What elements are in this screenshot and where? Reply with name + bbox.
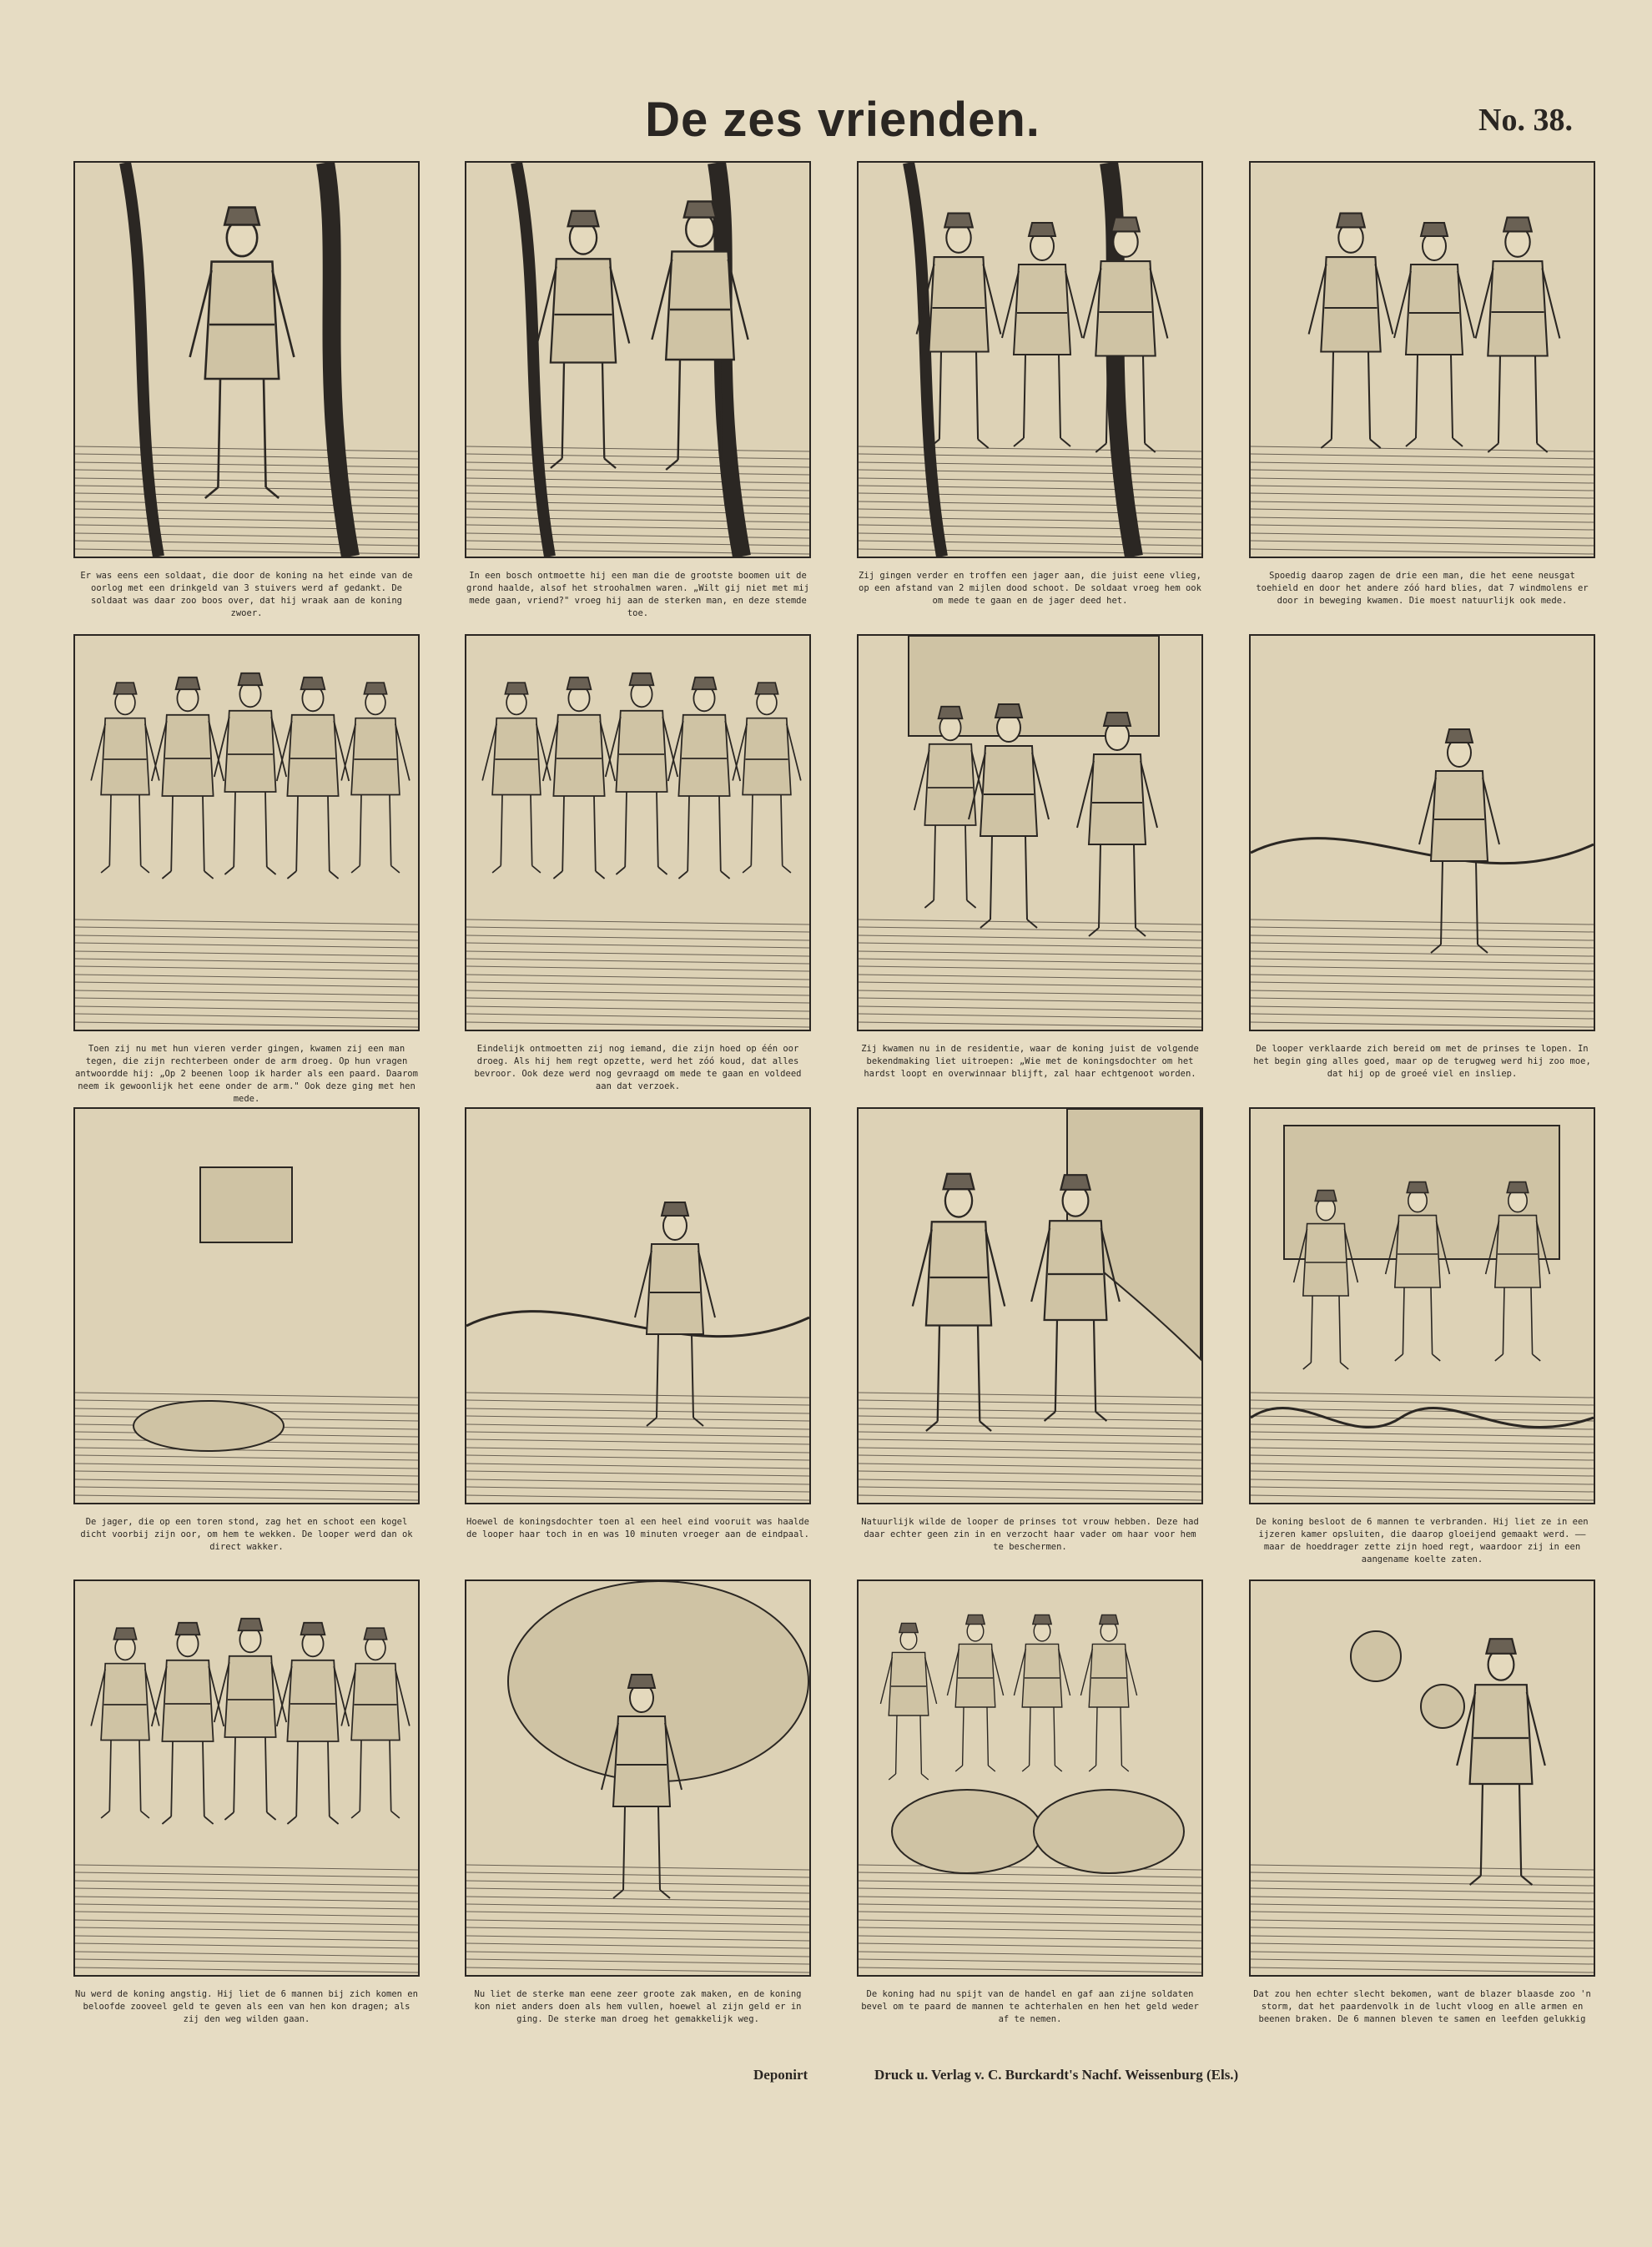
woodcut-illustration [73, 634, 420, 1031]
woodcut-illustration [857, 1579, 1203, 1977]
panel-caption: Natuurlijk wilde de looper de prinses tot vrouw hebben. Deze had daar echter geen zin in en verzocht haar vader om haar voor hem te beschermen. [861, 1517, 1199, 1552]
woodcut-illustration [857, 161, 1203, 558]
woodcut-illustration [1249, 634, 1595, 1031]
woodcut-illustration [465, 161, 811, 558]
panel-caption: Hoewel de koningsdochter toen al een heel eind vooruit was haalde de looper haar toch in en was 10 minuten vroeger aan de eindpaal. [466, 1517, 809, 1539]
panel-caption: Nu werd de koning angstig. Hij liet de 6 mannen bij zich komen en beloofde zooveel geld te geven als een van hen kon dragen; als zij den weg wilden gaan. [75, 1989, 418, 2024]
page-title: De zes vrienden. [645, 93, 1040, 147]
panel-caption: Zij kwamen nu in de residentie, waar de koning juist de volgende bekendmaking liet uitroepen: „Wie met de koningsdochter om het hardst loopt en overwinnaar blijft, zal haar echtgenoot worden. [861, 1044, 1199, 1079]
woodcut-illustration [465, 1107, 811, 1504]
panel-caption: Er was eens een soldaat, die door de koning na het einde van de oorlog met een drinkgeld van 3 stuivers werd af gedankt. De soldaat was daar zoo boos over, dat hij wraak aan de koning zwoer. [80, 571, 413, 618]
woodcut-illustration [857, 1107, 1203, 1504]
story-panel [465, 1579, 811, 2247]
woodcut-illustration [1249, 161, 1595, 558]
woodcut-illustration [73, 1579, 420, 1977]
panel-caption: De koning besloot de 6 mannen te verbranden. Hij liet ze in een ijzeren kamer opsluiten, die daarop gloeijend gemaakt werd. —— maar de hoeddrager zette zijn hoed regt, waardoor zij in een aangename koelte zaten. [1256, 1517, 1589, 1564]
panel-caption: De jager, die op een toren stond, zag het en schoot een kogel dicht voorbij zijn oor, om hem te wekken. De looper werd dan ok direct wakker. [80, 1517, 413, 1552]
panel-caption: Toen zij nu met hun vieren verder gingen, kwamen zij een man tegen, die zijn rechterbeen onder de arm droeg. Op hun vragen antwoordde hij: „Op 2 beenen loop ik harder als een paard. Daarom neem ik gewoonlijk het eene onder de arm." Ook deze ging met hen mede. [75, 1044, 418, 1104]
woodcut-illustration [73, 1107, 420, 1504]
woodcut-illustration [465, 634, 811, 1031]
panel-caption: Spoedig daarop zagen de drie een man, die het eene neusgat toehield en door het andere zóó hard blies, dat 7 windmolens er door in beweging kwamen. Die moest natuurlijk ook mede. [1256, 571, 1589, 606]
panel-caption: Dat zou hen echter slecht bekomen, want de blazer blaasde zoo 'n storm, dat het paardenvolk in de lucht vloog en alle armen en beenen braken. De 6 mannen bleven te samen en leefden gelukkig [1253, 1989, 1591, 2024]
panel-caption: De looper verklaarde zich bereid om met de prinses te lopen. In het begin ging alles goed, maar op de terugweg werd hij zoo moe, dat hij op de groeé viel en insliep. [1253, 1044, 1591, 1079]
sheet-number: No. 38. [1478, 103, 1573, 138]
panel-caption: De koning had nu spijt van de handel en gaf aan zijne soldaten bevel om te paard de mannen te achterhalen en hen het geld weder af te nemen. [861, 1989, 1199, 2024]
woodcut-illustration [465, 1579, 811, 1977]
story-panel [73, 1579, 420, 2247]
deposit-notice: Deponirt [753, 2067, 808, 2083]
panel-caption: Nu liet de sterke man eene zeer groote zak maken, en de koning kon niet anders doen als hem vullen, hoewel al zijn geld er in ging. De sterke man droeg het gemakkelijk weg. [474, 1989, 802, 2024]
story-panel [1249, 1579, 1595, 2247]
panel-caption: Eindelijk ontmoetten zij nog iemand, die zijn hoed op één oor droeg. Als hij hem regt opzette, werd het zóó koud, dat alles bevroor. Ook deze werd nog gevraagd om mede te gaan en voldeed aan dat verzoek. [474, 1044, 802, 1091]
panel-caption: In een bosch ontmoette hij een man die de grootste boomen uit de grond haalde, alsof het stroohalmen waren. „Wilt gij niet met mij mede gaan, vriend?" vroeg hij aan de sterken man, en deze stemde toe. [466, 571, 809, 618]
woodcut-illustration [1249, 1579, 1595, 1977]
woodcut-illustration [73, 161, 420, 558]
publisher-imprint: Druck u. Verlag v. C. Burckardt's Nachf. Weissenburg (Els.) [874, 2067, 1239, 2083]
story-panel [857, 1579, 1203, 2247]
woodcut-illustration [857, 634, 1203, 1031]
panel-caption: Zij gingen verder en troffen een jager aan, die juist eene vlieg, op een afstand van 2 mijlen dood schoot. De soldaat vroeg hem ook om mede te gaan en de jager deed het. [859, 571, 1201, 606]
woodcut-illustration [1249, 1107, 1595, 1504]
